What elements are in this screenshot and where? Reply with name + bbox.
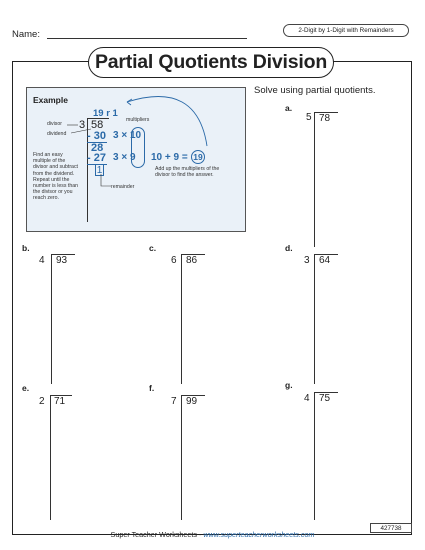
- example-sum-result: 19: [191, 150, 205, 164]
- example-note-right: Add up the multipliers of the divisor to find the answer.: [155, 166, 220, 179]
- example-remainder: 1: [96, 165, 103, 176]
- example-heading: Example: [33, 95, 68, 105]
- instructions: Solve using partial quotients.: [254, 85, 376, 96]
- problem-label: a.: [285, 103, 293, 113]
- example-mult2: 3 × 9: [113, 152, 136, 163]
- problem-dividend: 93: [56, 255, 68, 266]
- example-divisor: 3: [79, 119, 86, 131]
- example-box: [26, 87, 246, 232]
- example-step1-subtract: - 30: [87, 130, 106, 142]
- footer: [0, 530, 425, 539]
- example-label-multipliers: multipliers: [126, 117, 150, 123]
- division-bar: [314, 254, 315, 384]
- problem-label: f.: [149, 383, 155, 393]
- problem-divisor: 4: [39, 255, 45, 266]
- problem-divisor: 5: [306, 112, 312, 123]
- example-note-left: Find an easy multiple of the divisor and subtract from the dividend. Repeat until the number is less than the divisor or you reach zero.: [33, 152, 78, 202]
- problem-label: d.: [285, 243, 293, 253]
- example-label-remainder: remainder: [111, 184, 135, 190]
- problem-divisor: 2: [39, 396, 45, 407]
- name-line[interactable]: [47, 38, 247, 39]
- division-bar: [181, 254, 182, 384]
- problem-divisor: 4: [304, 393, 310, 404]
- problem-dividend: 99: [186, 396, 198, 407]
- problem-divisor: 7: [171, 396, 177, 407]
- problem-label: b.: [22, 243, 30, 253]
- problem-dividend: 78: [319, 113, 331, 124]
- example-label-divisor: divisor: [47, 121, 62, 127]
- problem-dividend: 71: [54, 396, 66, 407]
- example-step2-subtract: - 27: [87, 152, 106, 164]
- problem-label: g.: [285, 380, 293, 390]
- division-bar: [314, 112, 315, 247]
- subtitle-badge: 2-Digit by 1-Digit with Remainders: [283, 24, 409, 37]
- division-bar: [314, 392, 315, 520]
- pointer-line-icon: [67, 123, 79, 127]
- problem-divisor: 6: [171, 255, 177, 266]
- division-bar: [50, 395, 51, 520]
- example-sum: 10 + 9 =: [151, 152, 188, 163]
- footer-url-link[interactable]: www.superteacherworksheets.com: [203, 530, 315, 539]
- division-bar: [51, 254, 52, 384]
- name-label: Name:: [12, 29, 40, 40]
- problem-dividend: 75: [319, 393, 331, 404]
- example-mult1: 3 × 10: [113, 130, 142, 141]
- division-bar: [181, 395, 182, 520]
- page-title: Partial Quotients Division: [88, 47, 334, 78]
- example-quotient: 19 r 1: [93, 108, 118, 119]
- problem-label: e.: [22, 383, 30, 393]
- example-step1-result: 28: [91, 142, 104, 154]
- problem-divisor: 3: [304, 255, 310, 266]
- problem-label: c.: [149, 243, 157, 253]
- pointer-line-icon: [100, 174, 114, 188]
- problem-dividend: 64: [319, 255, 331, 266]
- worksheet-code: 427738: [370, 523, 412, 533]
- example-label-dividend: dividend: [47, 131, 67, 137]
- footer-brand: Super Teacher Worksheets -: [110, 530, 204, 539]
- problem-dividend: 86: [186, 255, 198, 266]
- example-dividend: 58: [91, 119, 104, 131]
